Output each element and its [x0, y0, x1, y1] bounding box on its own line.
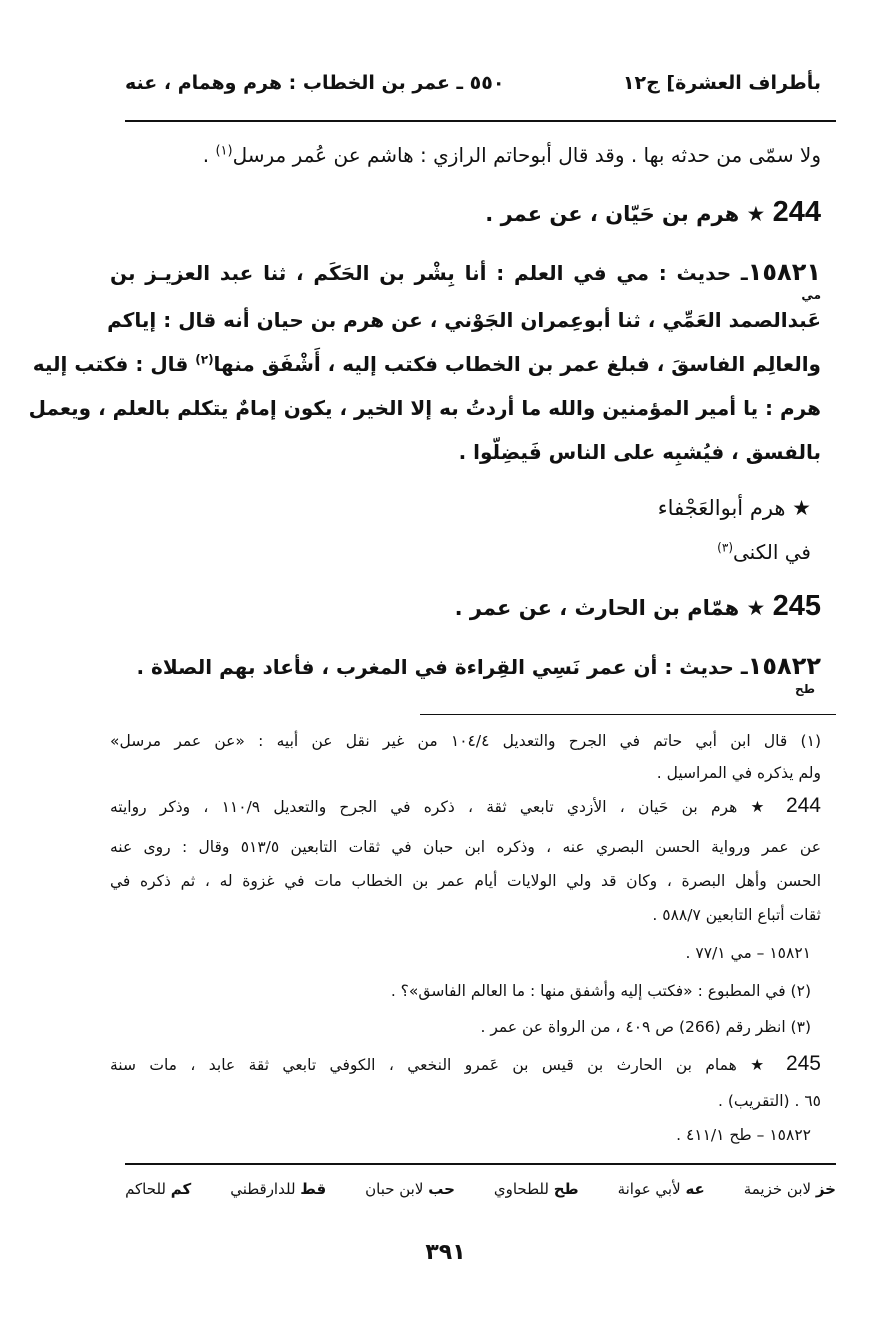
footnote-ref-3: (٣) [717, 540, 733, 555]
hadith-15821-line-3 [32, 352, 821, 376]
footnote-15822: ١٥٨٢٢ – طح ٤١١/١ . [676, 1126, 811, 1144]
abbrev-item [744, 1180, 836, 1198]
footnote-ref-1: (١) [215, 143, 233, 159]
footnote-244-line-1 [110, 794, 821, 818]
footnote-3 [480, 1018, 811, 1036]
star-icon: ★ [750, 1056, 773, 1074]
hadith-text: ـ حديث : مي في العلم : أنا بِشْر بن الحَكَم ، ثنا عبد العزيـز بن [110, 261, 748, 285]
intro-text: ولا سمّى من حدثه بها . وقد قال أبوحاتم الرازي : هاشم عن عُمر مرسل [232, 143, 821, 167]
intro-end: . [202, 143, 216, 167]
kunya-line [658, 496, 811, 520]
footnote-245-line-2: ٦٥ . (التقريب) . [717, 1092, 821, 1110]
abbrev-item [125, 1180, 191, 1198]
header-rule [125, 120, 836, 122]
abbrev-code: حب [428, 1180, 455, 1198]
footnote-text: هرم بن حَيان ، الأزدي تابعي ثقة ، ذكره في الجرح والتعديل ١١٠/٩ ، وذكر روايته [110, 798, 738, 816]
footnote-244-line-3: الحسن وأهل البصرة ، وكان قد ولي الولايات أيام عمر بن الخطاب مات في غزوة له ، ثم ذكره في [110, 872, 821, 890]
running-header-section: ٥٥٠ ـ عمر بن الخطاب : هرم وهمام ، عنه [125, 72, 505, 94]
star-icon: ★ [746, 202, 766, 226]
entry-number: 245 [785, 1052, 821, 1075]
footnote-15821: ١٥٨٢١ – مي ٧٧/١ . [685, 944, 811, 962]
hadith-text: قال : فكتب إليه [32, 352, 196, 376]
abbrev-name: لأبي عوانة [617, 1180, 681, 1198]
kuna-text: في الكنى [733, 540, 811, 564]
abbrev-code: قط [300, 1180, 327, 1198]
entry-number: 245 [772, 590, 821, 622]
abbrev-item [365, 1180, 455, 1198]
hadith-source-code: مي [801, 288, 821, 302]
abbrev-code: خز [815, 1180, 836, 1198]
entry-244-heading [485, 196, 821, 229]
footnote-ref-2: (٢) [195, 352, 214, 367]
star-icon: ★ [750, 798, 773, 816]
abbrev-name: للطحاوي [493, 1180, 549, 1198]
page-number: ٣٩١ [425, 1240, 466, 1265]
hadith-text: والعالِم الفاسقَ ، فبلغ عمر بن الخطاب فكتب إليه ، أَشْفَق منها [213, 352, 821, 376]
footnote-ref-number: (266) [678, 1018, 721, 1036]
star-icon: ★ [746, 596, 766, 620]
footnote-2: (٢) في المطبوع : «فكتب إليه وأشفق منها : ما العالم الفاسق»؟ . [390, 982, 811, 1000]
abbreviations-legend [125, 1180, 836, 1198]
hadith-15821-line-4: هرم : يا أمير المؤمنين والله ما أردتُ به إلا الخير ، يكون إمامٌ يتكلم بالعلم ، ويعمل [28, 396, 821, 420]
abbrev-item [230, 1180, 326, 1198]
entry-number: 244 [785, 794, 821, 817]
footnote-text: (٣) انظر رقم [720, 1018, 811, 1036]
entry-number: 244 [772, 196, 821, 228]
hadith-15821-line-5: بالفسق ، فيُشبِه على الناس فَيضِلّوا . [458, 440, 821, 464]
abbrev-item [494, 1180, 579, 1198]
abbreviations-rule [125, 1163, 836, 1165]
footnote-245-line-1 [110, 1052, 821, 1076]
footnote-text: همام بن الحارث بن قيس بن عَمرو النخعي ، الكوفي تابعي ثقة عابد ، مات سنة [110, 1056, 737, 1074]
running-header-book: بأطراف العشرة] ج١٢ [622, 72, 821, 94]
abbrev-name: للحاكم [125, 1180, 166, 1198]
footnote-244-line-2: عن عمر ورواية الحسن البصري عنه ، وذكره ابن حبان في ثقات التابعين ٥١٣/٥ وقال : روى عنه [110, 838, 821, 856]
abbrev-item [618, 1180, 705, 1198]
abbrev-code: كم [170, 1180, 192, 1198]
abbrev-code: طح [553, 1180, 579, 1198]
hadith-15821-line-2: عَبدالصمد العَمِّي ، ثنا أبوعِمران الجَوْني ، عن هرم بن حيان أنه قال : إياكم [107, 308, 821, 332]
entry-title: هرم بن حَيّان ، عن عمر . [485, 202, 740, 226]
intro-line [203, 143, 821, 167]
entry-title: همّام بن الحارث ، عن عمر . [454, 596, 740, 620]
footnote-1-line-1: (١) قال ابن أبي حاتم في الجرح والتعديل ١٠٤/٤ من غير نقل عن أبيه : «عن عمر مرسل» [110, 732, 821, 750]
abbrev-code: عه [685, 1180, 705, 1198]
abbrev-name: لابن حبان [365, 1180, 424, 1198]
hadith-15822-line [137, 652, 822, 680]
hadith-number: ١٥٨٢١ [747, 258, 821, 286]
kunya-text: هرم أبوالعَجْفاء [657, 496, 786, 520]
footnote-text: ص ٤٠٩ ، من الرواة عن عمر . [480, 1018, 679, 1036]
hadith-15821-line-1 [110, 258, 821, 286]
star-icon: ★ [792, 496, 811, 520]
abbrev-name: للدارقطني [230, 1180, 296, 1198]
hadith-source-code: طح [795, 682, 815, 696]
footnote-1-line-2: ولم يذكره في المراسيل . [656, 764, 821, 782]
abbrev-name: لابن خزيمة [743, 1180, 812, 1198]
footnote-244-line-4: ثقات أتباع التابعين ٥٨٨/٧ . [652, 906, 821, 924]
footnote-rule [420, 714, 836, 715]
hadith-text: ـ حديث : أن عمر نَسِي القِراءة في المغرب ، فأعاد بهم الصلاة . [136, 655, 748, 679]
hadith-number: ١٥٨٢٢ [747, 652, 821, 680]
kuna-line [717, 540, 811, 564]
entry-245-heading [455, 590, 821, 623]
